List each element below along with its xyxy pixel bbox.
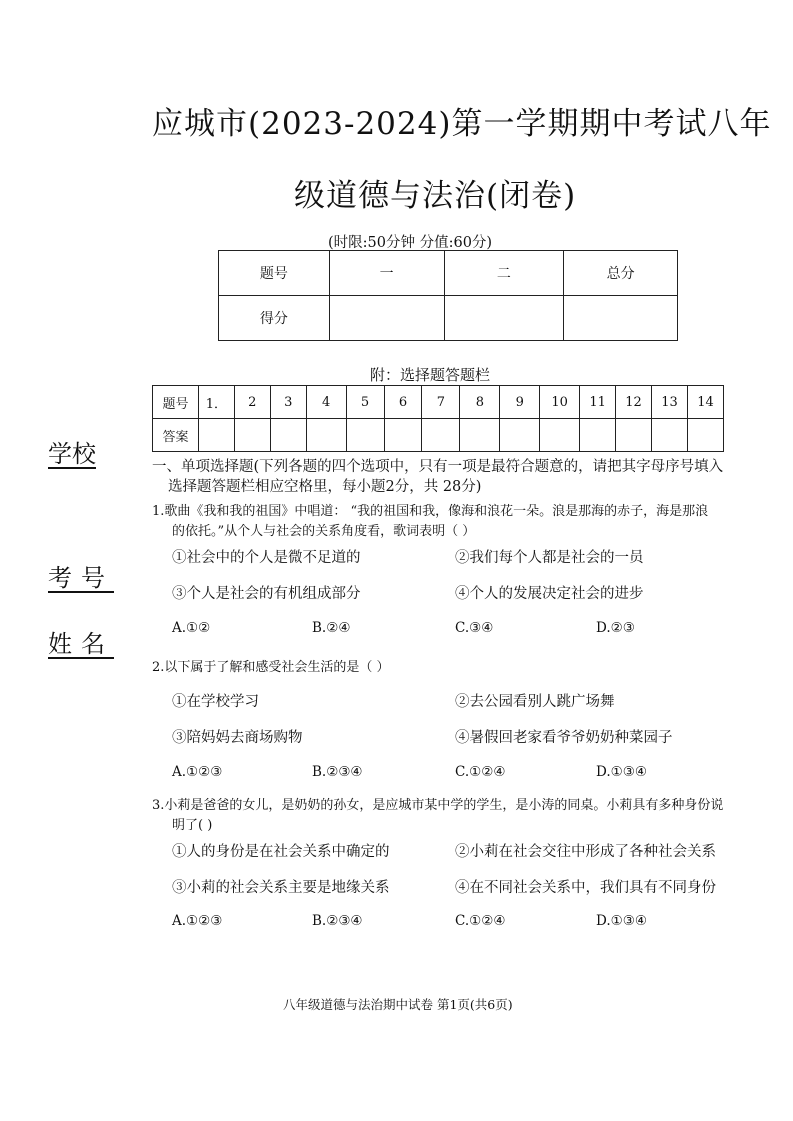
question-number: 6 [384, 386, 422, 419]
answer-cell[interactable] [234, 419, 270, 452]
q2-choice-c: C.①②④ [455, 764, 506, 780]
q3-choice-a: A.①②③ [172, 913, 223, 929]
score-header-cell: 一 [329, 251, 444, 296]
score-cell[interactable] [564, 296, 678, 341]
q1-statement-4: ④个人的发展决定社会的进步 [455, 586, 644, 602]
answer-table-answer-row [153, 419, 724, 452]
name-field-label: 姓名 [48, 630, 114, 658]
answer-table-number-row [153, 386, 724, 419]
score-header-cell: 总分 [564, 251, 678, 296]
q2-choice-a: A.①②③ [172, 764, 223, 780]
q1-choice-a: A.①② [172, 620, 211, 636]
answer-cell[interactable] [580, 419, 616, 452]
q3-stem-continued: 明了( ) [172, 818, 213, 833]
answer-cell[interactable] [687, 419, 723, 452]
q3-choice-c: C.①②④ [455, 913, 506, 929]
answer-cell[interactable] [616, 419, 652, 452]
q1-stem-continued: 的依托。”从个人与社会的关系角度看，歌词表明（ ） [172, 524, 476, 539]
score-table-header-row [219, 251, 678, 296]
question-number: 9 [500, 386, 540, 419]
q1-statement-2: ②我们每个人都是社会的一员 [455, 550, 644, 566]
section-1-instructions: 选择题答题栏相应空格里，每小题2分，共 28分) [168, 479, 482, 495]
q3-statement-2: ②小莉在社会交往中形成了各种社会关系 [455, 844, 716, 860]
answer-cell[interactable] [306, 419, 346, 452]
q2-stem: 2.以下属于了解和感受社会生活的是（ ） [152, 660, 390, 675]
score-table [218, 250, 678, 341]
score-header-cell: 二 [444, 251, 564, 296]
section-1-heading: 一、单项选择题(下列各题的四个选项中，只有一项是最符合题意的，请把其字母序号填入 [152, 459, 724, 475]
q1-stem: 1.歌曲《我和我的祖国》中唱道： “我的祖国和我，像海和浪花一朵。浪是那海的赤子，海是那浪 [152, 504, 709, 519]
question-number: 12 [616, 386, 652, 419]
answer-cell[interactable] [500, 419, 540, 452]
q2-statement-2: ②去公园看别人跳广场舞 [455, 694, 615, 710]
exam-number-field-label: 考号 [48, 564, 114, 592]
page-footer: 八年级道德与法治期中试卷 第1页(共6页) [283, 997, 513, 1012]
answer-cell[interactable] [540, 419, 580, 452]
q2-choice-d: D.①③④ [596, 764, 647, 780]
q3-statement-4: ④在不同社会关系中，我们具有不同身份 [455, 880, 716, 896]
question-number: 4 [306, 386, 346, 419]
answer-cell[interactable] [346, 419, 384, 452]
answer-table [152, 385, 724, 452]
answer-header-label: 题号 [153, 386, 199, 419]
score-cell[interactable] [329, 296, 444, 341]
answer-cell[interactable] [198, 419, 234, 452]
q3-statement-3: ③小莉的社会关系主要是地缘关系 [172, 880, 390, 896]
question-number: 2 [234, 386, 270, 419]
question-number: 1． [198, 386, 234, 419]
score-cell[interactable] [444, 296, 564, 341]
answer-cell[interactable] [422, 419, 460, 452]
question-number: 8 [460, 386, 500, 419]
q1-choice-b: B.②④ [312, 620, 351, 636]
score-header-cell: 题号 [219, 251, 330, 296]
exam-title-line-1: 应城市(2023-2024)第一学期期中考试八年 [152, 106, 772, 142]
question-number: 11 [580, 386, 616, 419]
question-number: 13 [652, 386, 688, 419]
exam-title-line-2: 级道德与法治(闭卷) [294, 178, 577, 214]
answer-cell[interactable] [652, 419, 688, 452]
question-number: 3 [270, 386, 306, 419]
q2-statement-1: ①在学校学习 [172, 694, 259, 710]
q2-statement-3: ③陪妈妈去商场购物 [172, 730, 303, 746]
answer-cell[interactable] [460, 419, 500, 452]
answer-cell[interactable] [384, 419, 422, 452]
q1-choice-c: C.③④ [455, 620, 494, 636]
q3-statement-1: ①人的身份是在社会关系中确定的 [172, 844, 390, 860]
question-number: 10 [540, 386, 580, 419]
q1-statement-1: ①社会中的个人是微不足道的 [172, 550, 361, 566]
question-number: 14 [687, 386, 723, 419]
score-table-score-row [219, 296, 678, 341]
exam-time-score: (时限:50分钟 分值:60分) [328, 235, 493, 251]
question-number: 7 [422, 386, 460, 419]
q2-statement-4: ④暑假回老家看爷爷奶奶种菜园子 [455, 730, 673, 746]
answer-sheet-title: 附：选择题答题栏 [370, 366, 491, 384]
answer-cell[interactable] [270, 419, 306, 452]
q3-choice-d: D.①③④ [596, 913, 647, 929]
answer-row-label: 答案 [153, 419, 199, 452]
q1-choice-d: D.②③ [596, 620, 635, 636]
q3-choice-b: B.②③④ [312, 913, 363, 929]
score-row-label: 得分 [219, 296, 330, 341]
q2-choice-b: B.②③④ [312, 764, 363, 780]
question-number: 5 [346, 386, 384, 419]
q1-statement-3: ③个人是社会的有机组成部分 [172, 586, 361, 602]
q3-stem: 3.小莉是爸爸的女儿，是奶奶的孙女，是应城市某中学的学生，是小涛的同桌。小莉具有多种身份说 [152, 798, 724, 813]
school-field-label: 学校 [48, 440, 96, 468]
